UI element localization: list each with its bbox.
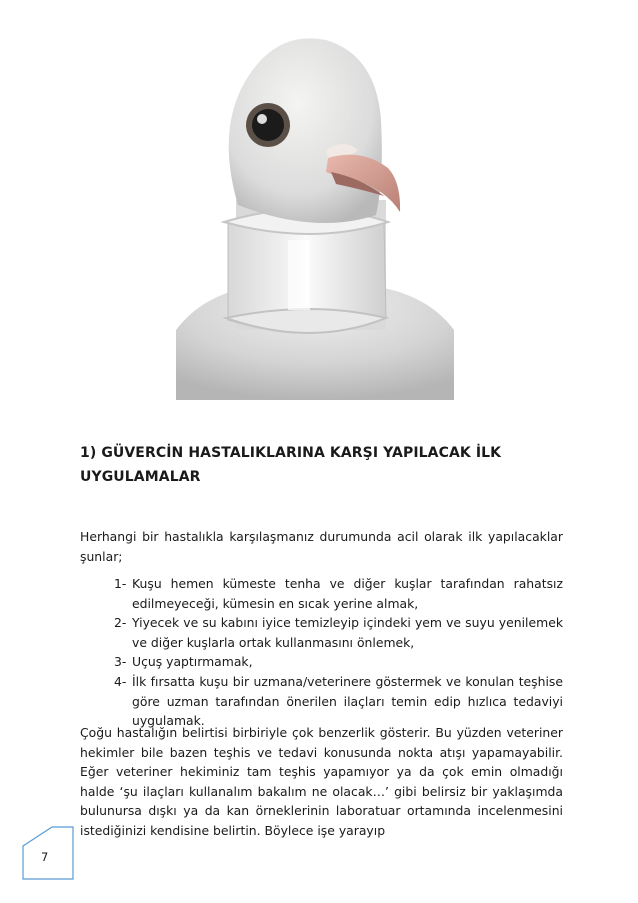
- list-item: [114, 613, 563, 652]
- intro-paragraph: Herhangi bir hastalıkla karşılaşmanız durumunda acil olarak ilk yapılacaklar şunlar;: [80, 529, 563, 564]
- first-aid-steps-list: [114, 574, 563, 731]
- section-heading-line-1: 1) GÜVERCİN HASTALIKLARINA KARŞI YAPILACAK İLK: [80, 445, 502, 461]
- list-item-number: 1-: [114, 576, 127, 591]
- section-heading: [80, 441, 570, 489]
- list-item: [114, 574, 563, 613]
- list-item: [114, 652, 563, 672]
- list-item-number: 4-: [114, 673, 127, 689]
- list-item-number: 3-: [114, 654, 127, 670]
- list-item-text: Kuşu hemen kümeste tenha ve diğer kuşlar tarafından rahatsız edilmeyeceği, kümesin en sıcak yerine almak,: [132, 576, 563, 611]
- page-number: 7: [41, 850, 49, 864]
- list-item-number: 2-: [114, 615, 127, 631]
- list-item-text: Uçuş yaptırmamak,: [132, 654, 253, 670]
- list-item: [114, 672, 563, 731]
- section-heading-line-2: UYGULAMALAR: [80, 469, 201, 485]
- list-item-text: İlk fırsatta kuşu bir uzmana/veterinere göstermek ve konulan teşhise göre uzman tarafından önerilen ilaçları temin edip hızlıca tedaviyi uygulamak.: [132, 673, 563, 729]
- list-item-text: Yiyecek ve su kabını iyice temizleyip içindeki yem ve suyu yenilemek ve diğer kuşlarla ortak kullanmasını önlemek,: [132, 615, 563, 650]
- closing-paragraph: Çoğu hastalığın belirtisi birbiriyle çok benzerlik gösterir. Bu yüzden veteriner hekimler bile bazen teşhis ve tedavi konusunda nokta atışı yapamayabilir. Eğer veteriner hekiminiz tam teşhis yapamıyor ya da çok emin olmadığı halde ‘şu ilaçları kullanalım bakalım ne olacak…’ gibi belirsiz bir yaklaşımda bulunursa dışkı ya da kan örneklerinin laboratuar ortamında incelenmesini istediğinizi kendisine belirtin. Böylece işe yarayıp: [80, 725, 563, 838]
- pigeon-neck-collar-photo: [176, 0, 454, 400]
